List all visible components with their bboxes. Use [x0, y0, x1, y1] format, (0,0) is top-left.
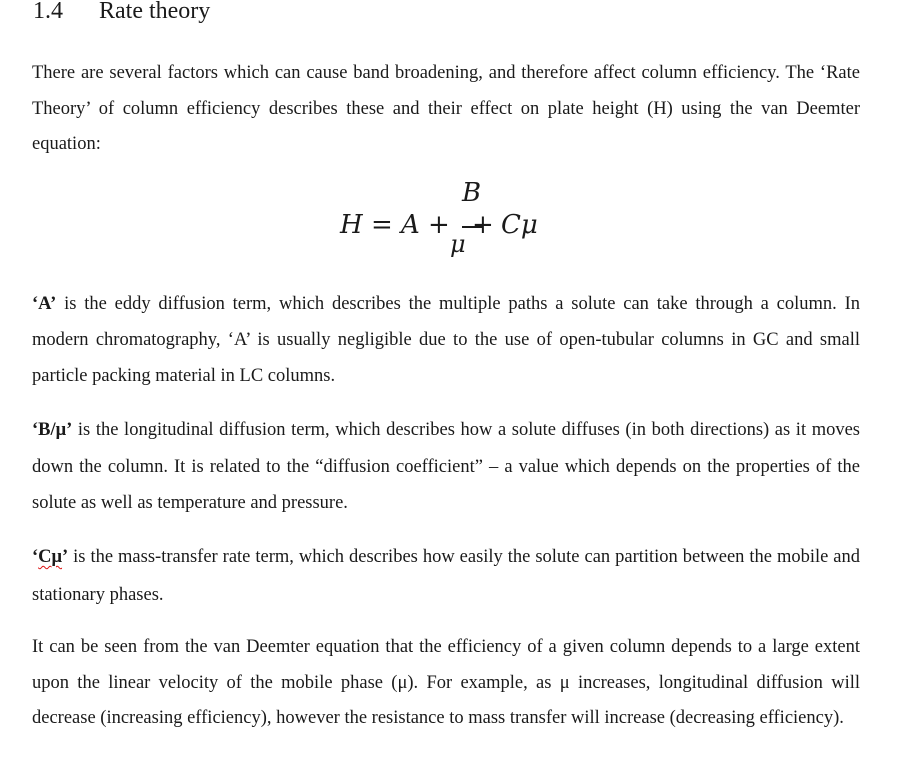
- equation-plus: +: [472, 210, 494, 240]
- intro-paragraph: There are several factors which can cause band broadening, and therefore affect column efficiency. The ‘Rate Theory’ of column efficiency describes these and their effect on plate height (H) using the van Deemter equation:: [32, 63, 860, 154]
- section-title: Rate theory: [99, 0, 211, 24]
- c-term-text: is the mass-transfer rate term, which describes how easily the solute can partition between the mobile and stationary phases.: [32, 547, 860, 605]
- b-term-text: is the longitudinal diffusion term, which describes how a solute diffuses (in both directions) as it moves down the column. It is related to the “diffusion coefficient” – a value which depends on the properties of the solute as well as temperature and pressure.: [32, 420, 860, 513]
- c-term-label: [32, 547, 68, 567]
- equation-lhs: H = A +: [340, 210, 450, 240]
- b-term-label: ‘B/μ’: [32, 420, 73, 440]
- equation-numerator: B: [462, 178, 482, 208]
- equation-last-term: Cμ: [501, 210, 538, 240]
- equation-denominator: μ: [450, 230, 466, 258]
- section-number: 1.4: [33, 0, 63, 24]
- c-term-paragraph: [32, 539, 860, 614]
- conclusion-paragraph: It can be seen from the van Deemter equation that the efficiency of a given column depends to a large extent upon the linear velocity of the mobile phase (μ). For example, as μ increases, longitudinal diffusion will decrease (increasing efficiency), however the resistance to mass transfer will increase (decreasing efficiency).: [32, 637, 860, 728]
- a-term-label: ‘A’: [32, 294, 57, 314]
- c-term-quote-open: ‘: [32, 547, 39, 567]
- c-term-spellcheck-word[interactable]: Cμ: [38, 547, 63, 567]
- b-term-paragraph: [32, 412, 860, 522]
- c-term-quote-close: ’: [62, 547, 69, 567]
- a-term-paragraph: [32, 286, 860, 394]
- a-term-text: is the eddy diffusion term, which describes the multiple paths a solute can take through a column. In modern chromatography, ‘A’ is usually negligible due to the use of open-tubular columns in GC and small particle packing material in LC columns.: [32, 294, 860, 386]
